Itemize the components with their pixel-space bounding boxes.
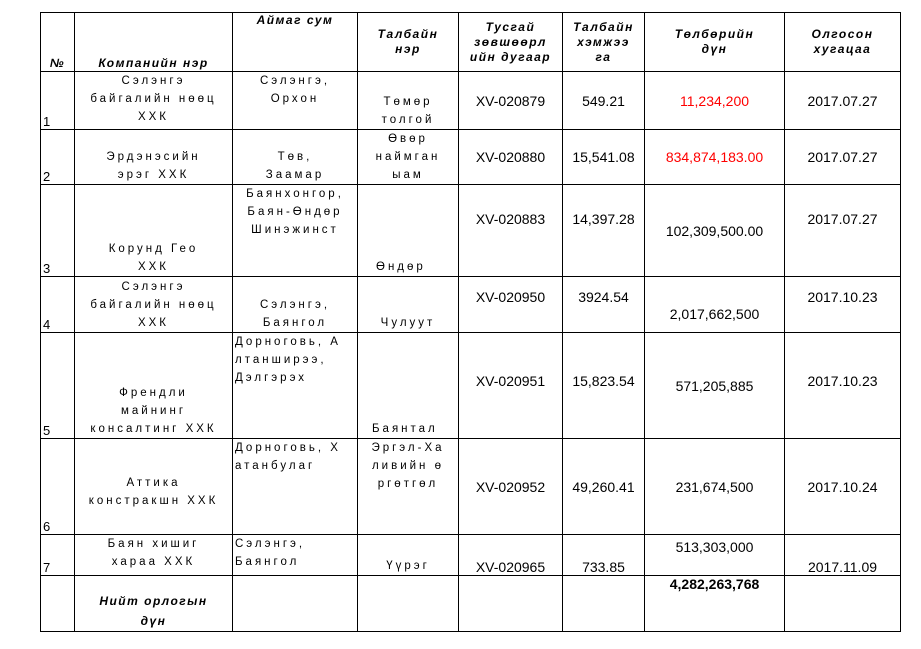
total-row	[41, 576, 901, 632]
location-name: Дорноговь, Алтанширээ, Дэлгэрэх	[233, 333, 358, 439]
issue-date: 2017.10.24	[785, 439, 901, 535]
total-label: Нийт орлогын дүн	[75, 576, 233, 632]
area-size: 3924.54	[563, 277, 645, 333]
area-size: 15,823.54	[563, 333, 645, 439]
company-name: Корунд Гео ХХК	[75, 185, 233, 277]
fee-amount: 231,674,500	[645, 439, 785, 535]
company-name: Сэлэнгэ байгалийн нөөц ХХК	[75, 277, 233, 333]
table-row	[41, 72, 901, 130]
header-location: Аймаг сум	[233, 13, 358, 72]
fee-amount: 834,874,183.00	[645, 130, 785, 185]
fee-amount: 513,303,000	[645, 535, 785, 576]
license-number: XV-020951	[459, 333, 563, 439]
issue-date: 2017.07.27	[785, 185, 901, 277]
area-name: Төмөр толгой	[358, 72, 459, 130]
area-size: 14,397.28	[563, 185, 645, 277]
row-number: 5	[41, 333, 75, 439]
total-empty-cell	[785, 576, 901, 632]
total-empty-cell	[41, 576, 75, 632]
area-size: 15,541.08	[563, 130, 645, 185]
fee-amount: 11,234,200	[645, 72, 785, 130]
table-row	[41, 333, 901, 439]
header-no: №	[41, 13, 75, 72]
header-company: Компанийн нэр	[75, 13, 233, 72]
area-name: Чулуут	[358, 277, 459, 333]
license-number: XV-020879	[459, 72, 563, 130]
fee-amount: 571,205,885	[645, 333, 785, 439]
table-row	[41, 439, 901, 535]
issue-date: 2017.10.23	[785, 333, 901, 439]
fee-amount: 102,309,500.00	[645, 185, 785, 277]
header-area-size: Талбайн хэмжээ га	[563, 13, 645, 72]
table-row	[41, 277, 901, 333]
table-row	[41, 185, 901, 277]
header-area-name: Талбайн нэр	[358, 13, 459, 72]
area-name: Баянтал	[358, 333, 459, 439]
table-row	[41, 130, 901, 185]
header-license-no: Тусгай зөвшөөрл ийн дугаар	[459, 13, 563, 72]
company-name: Сэлэнгэ байгалийн нөөц ХХК	[75, 72, 233, 130]
area-name: Үүрэг	[358, 535, 459, 576]
table-row	[41, 535, 901, 576]
location-name: Төв, Заамар	[233, 130, 358, 185]
license-number: XV-020950	[459, 277, 563, 333]
company-name: Эрдэнэсийн эрэг ХХК	[75, 130, 233, 185]
location-name: Сэлэнгэ, Баянгол	[233, 277, 358, 333]
total-value: 4,282,263,768	[645, 576, 785, 632]
row-number: 7	[41, 535, 75, 576]
area-size: 733.85	[563, 535, 645, 576]
total-empty-cell	[459, 576, 563, 632]
row-number: 3	[41, 185, 75, 277]
header-date: Олгосон хугацаа	[785, 13, 901, 72]
area-name: Өндөр	[358, 185, 459, 277]
issue-date: 2017.07.27	[785, 72, 901, 130]
area-size: 549.21	[563, 72, 645, 130]
row-number: 6	[41, 439, 75, 535]
row-number: 4	[41, 277, 75, 333]
row-number: 1	[41, 72, 75, 130]
issue-date: 2017.10.23	[785, 277, 901, 333]
row-number: 2	[41, 130, 75, 185]
license-number: XV-020883	[459, 185, 563, 277]
license-number: XV-020880	[459, 130, 563, 185]
area-name: Эргэл-Халивийн өргөтгөл	[358, 439, 459, 535]
company-name: Аттика констракшн ХХК	[75, 439, 233, 535]
fee-amount: 2,017,662,500	[645, 277, 785, 333]
total-empty-cell	[563, 576, 645, 632]
area-size: 49,260.41	[563, 439, 645, 535]
company-name: Баян хишиг хараа ХХК	[75, 535, 233, 576]
issue-date: 2017.07.27	[785, 130, 901, 185]
license-fee-table	[40, 12, 901, 632]
location-name: Баянхонгор, Баян-Өндөр Шинэжинст	[233, 185, 358, 277]
location-name: Сэлэнгэ, Баянгол	[233, 535, 358, 576]
total-empty-cell	[358, 576, 459, 632]
total-empty-cell	[233, 576, 358, 632]
area-name: Өвөр наймган ыам	[358, 130, 459, 185]
location-name: Дорноговь, Хатанбулаг	[233, 439, 358, 535]
license-number: XV-020965	[459, 535, 563, 576]
license-number: XV-020952	[459, 439, 563, 535]
company-name: Френдли майнинг консалтинг ХХК	[75, 333, 233, 439]
issue-date: 2017.11.09	[785, 535, 901, 576]
location-name: Сэлэнгэ, Орхон	[233, 72, 358, 130]
header-row	[41, 13, 901, 72]
header-fee: Төлбөрийн дүн	[645, 13, 785, 72]
